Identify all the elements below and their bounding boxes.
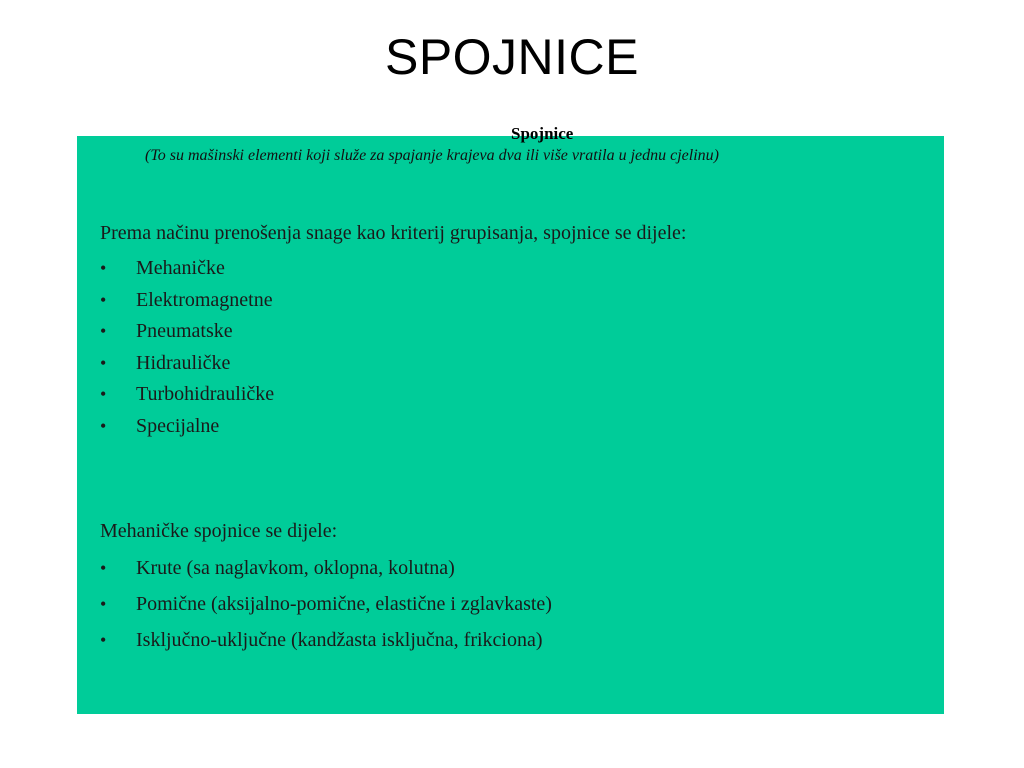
section1-list xyxy=(100,254,274,443)
list-item xyxy=(100,254,274,286)
bullet-icon: • xyxy=(100,289,107,310)
content-box xyxy=(77,124,944,714)
list-item-label: Pneumatske xyxy=(136,320,233,342)
list-item xyxy=(100,380,274,412)
list-item-label: Turbohidrauličke xyxy=(136,383,275,405)
list-item xyxy=(100,349,274,381)
list-item-label: Pomične (aksijalno-pomične, elastične i zglavkaste) xyxy=(136,593,552,615)
bullet-icon: • xyxy=(100,415,107,436)
list-item xyxy=(100,626,552,662)
bullet-icon: • xyxy=(100,258,107,278)
list-item xyxy=(100,412,274,444)
list-item xyxy=(100,286,274,318)
definition-subtitle: (To su mašinski elementi koji služe za spajanje krajeva dva ili više vratila u jednu cjelinu) xyxy=(145,147,719,164)
list-item-label: Isključno-uključne (kandžasta isključna, frikciona) xyxy=(136,629,543,651)
list-item xyxy=(100,554,552,590)
slide-title: SPOJNICE xyxy=(384,29,640,85)
section1-intro: Prema načinu prenošenja snage kao kriterij grupisanja, spojnice se dijele: xyxy=(100,222,687,244)
list-item-label: Hidrauličke xyxy=(136,351,231,374)
bullet-icon: • xyxy=(100,321,107,341)
bullet-icon: • xyxy=(100,352,107,373)
section2-list xyxy=(100,554,552,662)
bullet-icon: • xyxy=(100,558,107,578)
list-item xyxy=(100,590,552,626)
list-item-label: Krute (sa naglavkom, oklopna, kolutna) xyxy=(136,557,455,579)
bullet-icon: • xyxy=(100,384,107,404)
section2-intro: Mehaničke spojnice se dijele: xyxy=(100,520,338,542)
bullet-icon: • xyxy=(100,594,107,614)
cut-off-heading: Spojnice xyxy=(511,124,574,143)
list-item-label: Specijalne xyxy=(136,414,220,437)
list-item xyxy=(100,317,274,349)
list-item-label: Elektromagnetne xyxy=(136,288,273,311)
list-item-label: Mehaničke xyxy=(136,257,225,279)
bullet-icon: • xyxy=(100,630,107,650)
